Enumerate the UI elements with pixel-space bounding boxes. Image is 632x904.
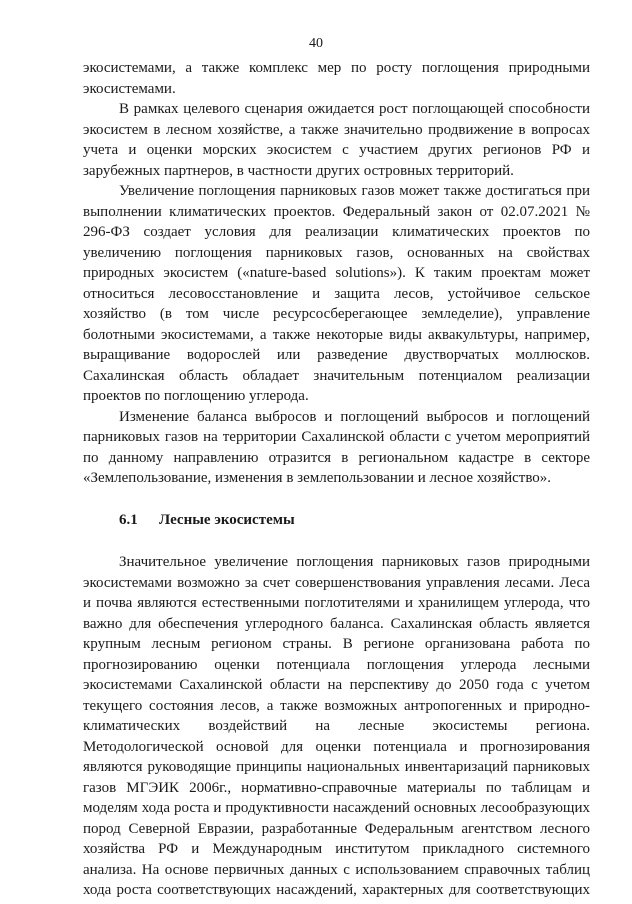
paragraph-balance-change: Изменение баланса выбросов и поглощений выбросов и поглощений парниковых газов на территории Сахалинской области с учетом мероприятий по данному направлению отразится в региональном кадастре в секторе «Землепользование, изменения в землепользовании и лесное хозяйство». — [83, 408, 590, 486]
paragraph-target-scenario: В рамках целевого сценария ожидается рост поглощающей способности экосистем в лесном хозяйстве, а также значительно продвижение в вопросах учета и оценки морских экосистем с участием других регионов РФ и зарубежных партнеров, в частности других островных территорий. — [83, 101, 590, 179]
section-title: Лесные экосистемы — [159, 511, 295, 528]
page-content — [83, 58, 590, 901]
paragraph-continuation: экосистемами, а также комплекс мер по росту поглощения природными экосистемами. — [83, 60, 590, 97]
paragraph-forest-ecosystems: Значительное увеличение поглощения парниковых газов природными экосистемами возможно за счет совершенствования управления лесами. Леса и почва являются естественными поглотителями и хранилищем углерода, что важно для обеспечения углеродного баланса. Сахалинская область является крупным лесным регионом страны. В регионе организована работа по прогнозированию оценки потенциала поглощения углерода лесными экосистемами Сахалинской области на перспективу до 2050 года с учетом текущего состояния лесов, а также возможных антропогенных и природно-климатических воздействий на лесные экосистемы региона. Методологической основой для оценки потенциала и прогнозирования являются руководящие принципы национальных инвентаризаций парниковых газов МГЭИК 2006г., нормативно-справочные материалы по таблицам и моделям хода роста и продуктивности насаждений основных лесообразующих пород Северной Евразии, разработанные Федеральным агентством лесного хозяйства РФ и Международным институтом прикладного системного анализа. На основе первичных данных с использованием справочных таблиц хода роста соответствующих насаждений, характерных для соответствующих — [83, 554, 590, 898]
section-number: 6.1 — [119, 511, 138, 528]
section-heading — [119, 510, 590, 531]
paragraph-climate-projects: Увеличение поглощения парниковых газов может также достигаться при выполнении климатических проектов. Федеральный закон от 02.07.2021 № 296-ФЗ создает условия для реализации климатических проектов по увеличению поглощения парниковых газов, основанных на свойствах природных экосистем («nature-based solutions»). К таким проектам может относиться лесовосстановление и защита лесов, устойчивое сельское хозяйство (в том числе ресурсосберегающее земледелие), управление болотными экосистемами, а также некоторые виды аквакультуры, например, выращивание водорослей или разведение двустворчатых моллюсков. Сахалинская область обладает значительным потенциалом реализации проектов по поглощению углерода. — [83, 183, 590, 404]
page-number: 40 — [309, 36, 323, 51]
